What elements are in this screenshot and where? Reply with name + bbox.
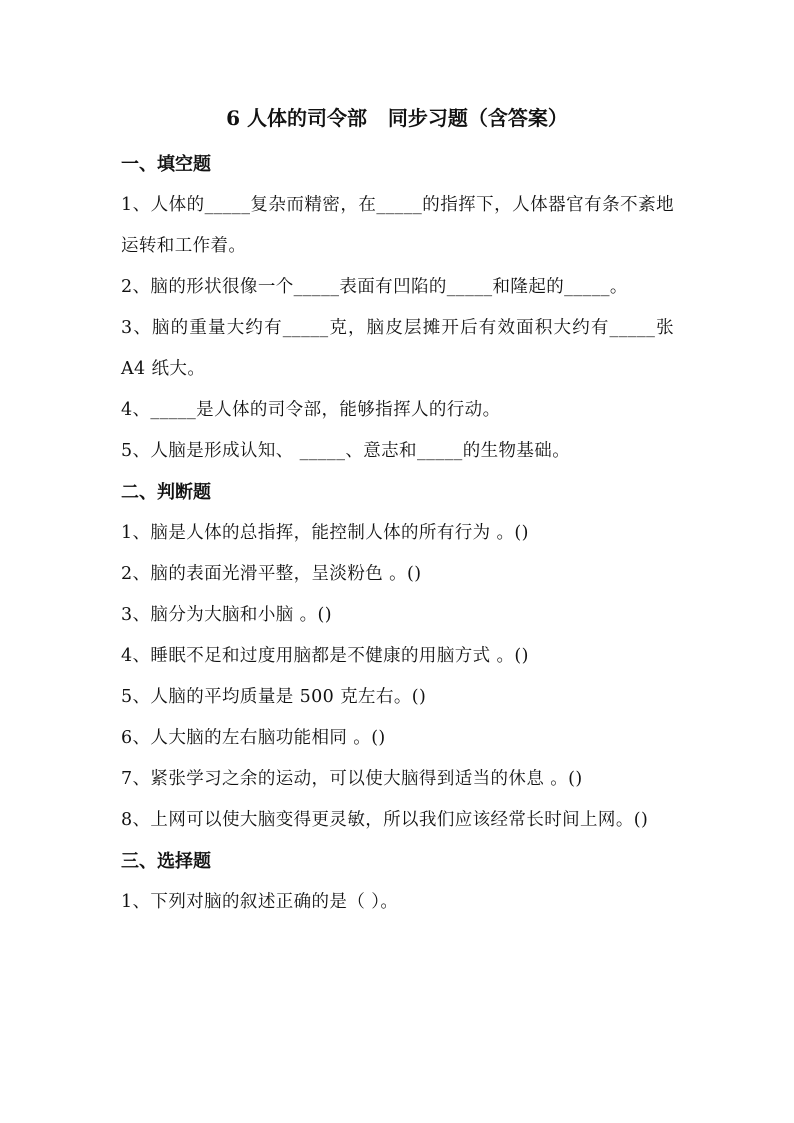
judge-question-6: 6、人大脑的左右脑功能相同 。() [121, 728, 386, 748]
fill-question-1: 1、人体的_____复杂而精密，在_____的指挥下，人体器官有条不紊地运转和工作着。 [121, 195, 674, 256]
judge-question-2: 2、脑的表面光滑平整，呈淡粉色 。() [121, 564, 422, 584]
judge-question-4: 4、睡眠不足和过度用脑都是不健康的用脑方式 。() [121, 646, 529, 666]
choice-question-1: 1、下列对脑的叙述正确的是（ ）。 [121, 892, 399, 912]
judge-question-7: 7、紧张学习之余的运动，可以使大脑得到适当的休息 。() [121, 769, 583, 789]
section-heading-choice: 三、选择题 [121, 851, 211, 872]
fill-question-2: 2、脑的形状很像一个_____表面有凹陷的_____和隆起的_____。 [121, 277, 628, 297]
document-title: 6 人体的司令部 同步习题（含答案） [226, 106, 568, 130]
section-heading-fill: 一、填空题 [121, 154, 211, 175]
section-heading-judge: 二、判断题 [121, 482, 211, 503]
judge-question-8: 8、上网可以使大脑变得更灵敏，所以我们应该经常长时间上网。() [121, 810, 649, 830]
fill-question-3: 3、脑的重量大约有_____克，脑皮层摊开后有效面积大约有_____张 A4 纸大。 [121, 318, 674, 379]
judge-question-1: 1、脑是人体的总指挥，能控制人体的所有行为 。() [121, 523, 529, 543]
fill-question-5: 5、人脑是形成认知、 _____、意志和_____的生物基础。 [121, 441, 571, 461]
judge-question-3: 3、脑分为大脑和小脑 。() [121, 605, 332, 625]
fill-question-4: 4、_____是人体的司令部，能够指挥人的行动。 [121, 400, 501, 420]
document-body [121, 144, 674, 923]
judge-question-5: 5、人脑的平均质量是 500 克左右。() [121, 687, 427, 707]
